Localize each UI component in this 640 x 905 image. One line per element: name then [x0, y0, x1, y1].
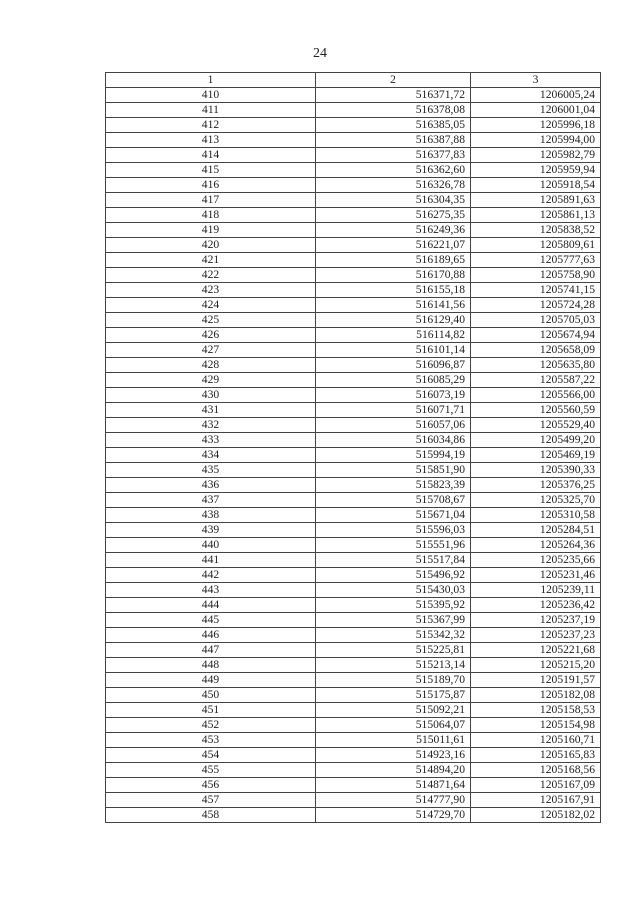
y-coordinate-cell: 1205237,19	[471, 613, 601, 628]
point-number-cell: 455	[106, 763, 316, 778]
x-coordinate-cell: 515175,87	[316, 688, 471, 703]
y-coordinate-cell: 1205809,61	[471, 238, 601, 253]
y-coordinate-cell: 1205310,58	[471, 508, 601, 523]
table-row	[106, 673, 601, 688]
table-row	[106, 103, 601, 118]
y-coordinate-cell: 1205777,63	[471, 253, 601, 268]
y-coordinate-cell: 1205168,56	[471, 763, 601, 778]
y-coordinate-cell: 1205741,15	[471, 283, 601, 298]
point-number-cell: 414	[106, 148, 316, 163]
table-row	[106, 238, 601, 253]
point-number-cell: 438	[106, 508, 316, 523]
table-row	[106, 298, 601, 313]
point-number-cell: 443	[106, 583, 316, 598]
x-coordinate-cell: 516387,88	[316, 133, 471, 148]
table-row	[106, 568, 601, 583]
table-row	[106, 283, 601, 298]
x-coordinate-cell: 515517,84	[316, 553, 471, 568]
y-coordinate-cell: 1205982,79	[471, 148, 601, 163]
point-number-cell: 421	[106, 253, 316, 268]
table-row	[106, 133, 601, 148]
point-number-cell: 454	[106, 748, 316, 763]
point-number-cell: 425	[106, 313, 316, 328]
table-header	[106, 73, 601, 88]
y-coordinate-cell: 1205231,46	[471, 568, 601, 583]
point-number-cell: 420	[106, 238, 316, 253]
point-number-cell: 441	[106, 553, 316, 568]
point-number-cell: 453	[106, 733, 316, 748]
point-number-cell: 451	[106, 703, 316, 718]
point-number-cell: 458	[106, 808, 316, 823]
x-coordinate-cell: 514729,70	[316, 808, 471, 823]
table-row	[106, 613, 601, 628]
page-number: 24	[313, 46, 327, 61]
x-coordinate-cell: 516189,65	[316, 253, 471, 268]
x-coordinate-cell: 515342,32	[316, 628, 471, 643]
table-row	[106, 508, 601, 523]
y-coordinate-cell: 1205566,00	[471, 388, 601, 403]
point-number-cell: 410	[106, 88, 316, 103]
x-coordinate-cell: 515596,03	[316, 523, 471, 538]
table-row	[106, 733, 601, 748]
x-coordinate-cell: 515851,90	[316, 463, 471, 478]
table-row	[106, 433, 601, 448]
y-coordinate-cell: 1205469,19	[471, 448, 601, 463]
table-row	[106, 793, 601, 808]
table-body	[106, 88, 601, 823]
y-coordinate-cell: 1206005,24	[471, 88, 601, 103]
point-number-cell: 431	[106, 403, 316, 418]
x-coordinate-cell: 516249,36	[316, 223, 471, 238]
x-coordinate-cell: 516326,78	[316, 178, 471, 193]
x-coordinate-cell: 516057,06	[316, 418, 471, 433]
table-row	[106, 343, 601, 358]
table-row	[106, 148, 601, 163]
point-number-cell: 457	[106, 793, 316, 808]
y-coordinate-cell: 1206001,04	[471, 103, 601, 118]
x-coordinate-cell: 515367,99	[316, 613, 471, 628]
table-row	[106, 493, 601, 508]
y-coordinate-cell: 1205918,54	[471, 178, 601, 193]
y-coordinate-cell: 1205160,71	[471, 733, 601, 748]
table-row	[106, 373, 601, 388]
y-coordinate-cell: 1205236,42	[471, 598, 601, 613]
table-row	[106, 223, 601, 238]
table-row	[106, 778, 601, 793]
point-number-cell: 447	[106, 643, 316, 658]
table-row	[106, 388, 601, 403]
x-coordinate-cell: 516371,72	[316, 88, 471, 103]
x-coordinate-cell: 514923,16	[316, 748, 471, 763]
x-coordinate-cell: 515011,61	[316, 733, 471, 748]
x-coordinate-cell: 516114,82	[316, 328, 471, 343]
x-coordinate-cell: 516096,87	[316, 358, 471, 373]
y-coordinate-cell: 1205529,40	[471, 418, 601, 433]
header-col-3: 3	[471, 73, 601, 88]
x-coordinate-cell: 516170,88	[316, 268, 471, 283]
point-number-cell: 448	[106, 658, 316, 673]
point-number-cell: 445	[106, 613, 316, 628]
y-coordinate-cell: 1205182,08	[471, 688, 601, 703]
table-row	[106, 253, 601, 268]
point-number-cell: 417	[106, 193, 316, 208]
y-coordinate-cell: 1205191,57	[471, 673, 601, 688]
x-coordinate-cell: 515395,92	[316, 598, 471, 613]
y-coordinate-cell: 1205390,33	[471, 463, 601, 478]
y-coordinate-cell: 1205724,28	[471, 298, 601, 313]
x-coordinate-cell: 515823,39	[316, 478, 471, 493]
y-coordinate-cell: 1205235,66	[471, 553, 601, 568]
point-number-cell: 435	[106, 463, 316, 478]
point-number-cell: 430	[106, 388, 316, 403]
x-coordinate-cell: 515189,70	[316, 673, 471, 688]
point-number-cell: 411	[106, 103, 316, 118]
x-coordinate-cell: 515430,03	[316, 583, 471, 598]
x-coordinate-cell: 515064,07	[316, 718, 471, 733]
y-coordinate-cell: 1205861,13	[471, 208, 601, 223]
y-coordinate-cell: 1205587,22	[471, 373, 601, 388]
table-row	[106, 583, 601, 598]
x-coordinate-cell: 515671,04	[316, 508, 471, 523]
y-coordinate-cell: 1205264,36	[471, 538, 601, 553]
x-coordinate-cell: 515496,92	[316, 568, 471, 583]
y-coordinate-cell: 1205167,09	[471, 778, 601, 793]
point-number-cell: 424	[106, 298, 316, 313]
table-row	[106, 628, 601, 643]
x-coordinate-cell: 516073,19	[316, 388, 471, 403]
point-number-cell: 450	[106, 688, 316, 703]
table-row	[106, 658, 601, 673]
y-coordinate-cell: 1205705,03	[471, 313, 601, 328]
coordinates-table-container	[105, 72, 600, 823]
table-row	[106, 448, 601, 463]
header-col-2: 2	[316, 73, 471, 88]
table-row	[106, 118, 601, 133]
table-row	[106, 418, 601, 433]
table-row	[106, 598, 601, 613]
point-number-cell: 429	[106, 373, 316, 388]
x-coordinate-cell: 516362,60	[316, 163, 471, 178]
y-coordinate-cell: 1205996,18	[471, 118, 601, 133]
table-row	[106, 763, 601, 778]
x-coordinate-cell: 516377,83	[316, 148, 471, 163]
table-row	[106, 88, 601, 103]
x-coordinate-cell: 516129,40	[316, 313, 471, 328]
point-number-cell: 437	[106, 493, 316, 508]
y-coordinate-cell: 1205838,52	[471, 223, 601, 238]
coordinates-table	[105, 72, 601, 823]
table-row	[106, 463, 601, 478]
y-coordinate-cell: 1205221,68	[471, 643, 601, 658]
point-number-cell: 419	[106, 223, 316, 238]
y-coordinate-cell: 1205758,90	[471, 268, 601, 283]
x-coordinate-cell: 516155,18	[316, 283, 471, 298]
x-coordinate-cell: 516101,14	[316, 343, 471, 358]
y-coordinate-cell: 1205994,00	[471, 133, 601, 148]
point-number-cell: 452	[106, 718, 316, 733]
point-number-cell: 442	[106, 568, 316, 583]
point-number-cell: 432	[106, 418, 316, 433]
x-coordinate-cell: 514777,90	[316, 793, 471, 808]
point-number-cell: 426	[106, 328, 316, 343]
y-coordinate-cell: 1205154,98	[471, 718, 601, 733]
table-row	[106, 553, 601, 568]
y-coordinate-cell: 1205658,09	[471, 343, 601, 358]
table-row	[106, 328, 601, 343]
x-coordinate-cell: 516071,71	[316, 403, 471, 418]
header-col-1: 1	[106, 73, 316, 88]
point-number-cell: 422	[106, 268, 316, 283]
x-coordinate-cell: 515213,14	[316, 658, 471, 673]
x-coordinate-cell: 516378,08	[316, 103, 471, 118]
y-coordinate-cell: 1205560,59	[471, 403, 601, 418]
point-number-cell: 436	[106, 478, 316, 493]
table-row	[106, 718, 601, 733]
point-number-cell: 415	[106, 163, 316, 178]
table-row	[106, 268, 601, 283]
table-row	[106, 358, 601, 373]
table-row	[106, 178, 601, 193]
table-row	[106, 313, 601, 328]
x-coordinate-cell: 514871,64	[316, 778, 471, 793]
x-coordinate-cell: 515092,21	[316, 703, 471, 718]
table-row	[106, 643, 601, 658]
x-coordinate-cell: 516275,35	[316, 208, 471, 223]
x-coordinate-cell: 516141,56	[316, 298, 471, 313]
point-number-cell: 440	[106, 538, 316, 553]
point-number-cell: 428	[106, 358, 316, 373]
table-row	[106, 403, 601, 418]
table-row	[106, 688, 601, 703]
y-coordinate-cell: 1205215,20	[471, 658, 601, 673]
point-number-cell: 418	[106, 208, 316, 223]
x-coordinate-cell: 516034,86	[316, 433, 471, 448]
x-coordinate-cell: 515225,81	[316, 643, 471, 658]
table-row	[106, 748, 601, 763]
y-coordinate-cell: 1205284,51	[471, 523, 601, 538]
y-coordinate-cell: 1205182,02	[471, 808, 601, 823]
point-number-cell: 449	[106, 673, 316, 688]
y-coordinate-cell: 1205674,94	[471, 328, 601, 343]
x-coordinate-cell: 515708,67	[316, 493, 471, 508]
table-row	[106, 208, 601, 223]
point-number-cell: 434	[106, 448, 316, 463]
y-coordinate-cell: 1205167,91	[471, 793, 601, 808]
table-row	[106, 193, 601, 208]
point-number-cell: 427	[106, 343, 316, 358]
point-number-cell: 456	[106, 778, 316, 793]
point-number-cell: 412	[106, 118, 316, 133]
y-coordinate-cell: 1205891,63	[471, 193, 601, 208]
table-row	[106, 523, 601, 538]
point-number-cell: 413	[106, 133, 316, 148]
y-coordinate-cell: 1205158,53	[471, 703, 601, 718]
point-number-cell: 423	[106, 283, 316, 298]
x-coordinate-cell: 516385,05	[316, 118, 471, 133]
x-coordinate-cell: 514894,20	[316, 763, 471, 778]
y-coordinate-cell: 1205959,94	[471, 163, 601, 178]
table-row	[106, 808, 601, 823]
point-number-cell: 439	[106, 523, 316, 538]
y-coordinate-cell: 1205635,80	[471, 358, 601, 373]
point-number-cell: 446	[106, 628, 316, 643]
x-coordinate-cell: 515994,19	[316, 448, 471, 463]
y-coordinate-cell: 1205376,25	[471, 478, 601, 493]
point-number-cell: 416	[106, 178, 316, 193]
table-row	[106, 703, 601, 718]
table-row	[106, 538, 601, 553]
header-row	[106, 73, 601, 88]
point-number-cell: 433	[106, 433, 316, 448]
table-row	[106, 478, 601, 493]
y-coordinate-cell: 1205237,23	[471, 628, 601, 643]
y-coordinate-cell: 1205165,83	[471, 748, 601, 763]
x-coordinate-cell: 516221,07	[316, 238, 471, 253]
x-coordinate-cell: 516085,29	[316, 373, 471, 388]
y-coordinate-cell: 1205499,20	[471, 433, 601, 448]
y-coordinate-cell: 1205239,11	[471, 583, 601, 598]
table-row	[106, 163, 601, 178]
y-coordinate-cell: 1205325,70	[471, 493, 601, 508]
x-coordinate-cell: 515551,96	[316, 538, 471, 553]
point-number-cell: 444	[106, 598, 316, 613]
x-coordinate-cell: 516304,35	[316, 193, 471, 208]
